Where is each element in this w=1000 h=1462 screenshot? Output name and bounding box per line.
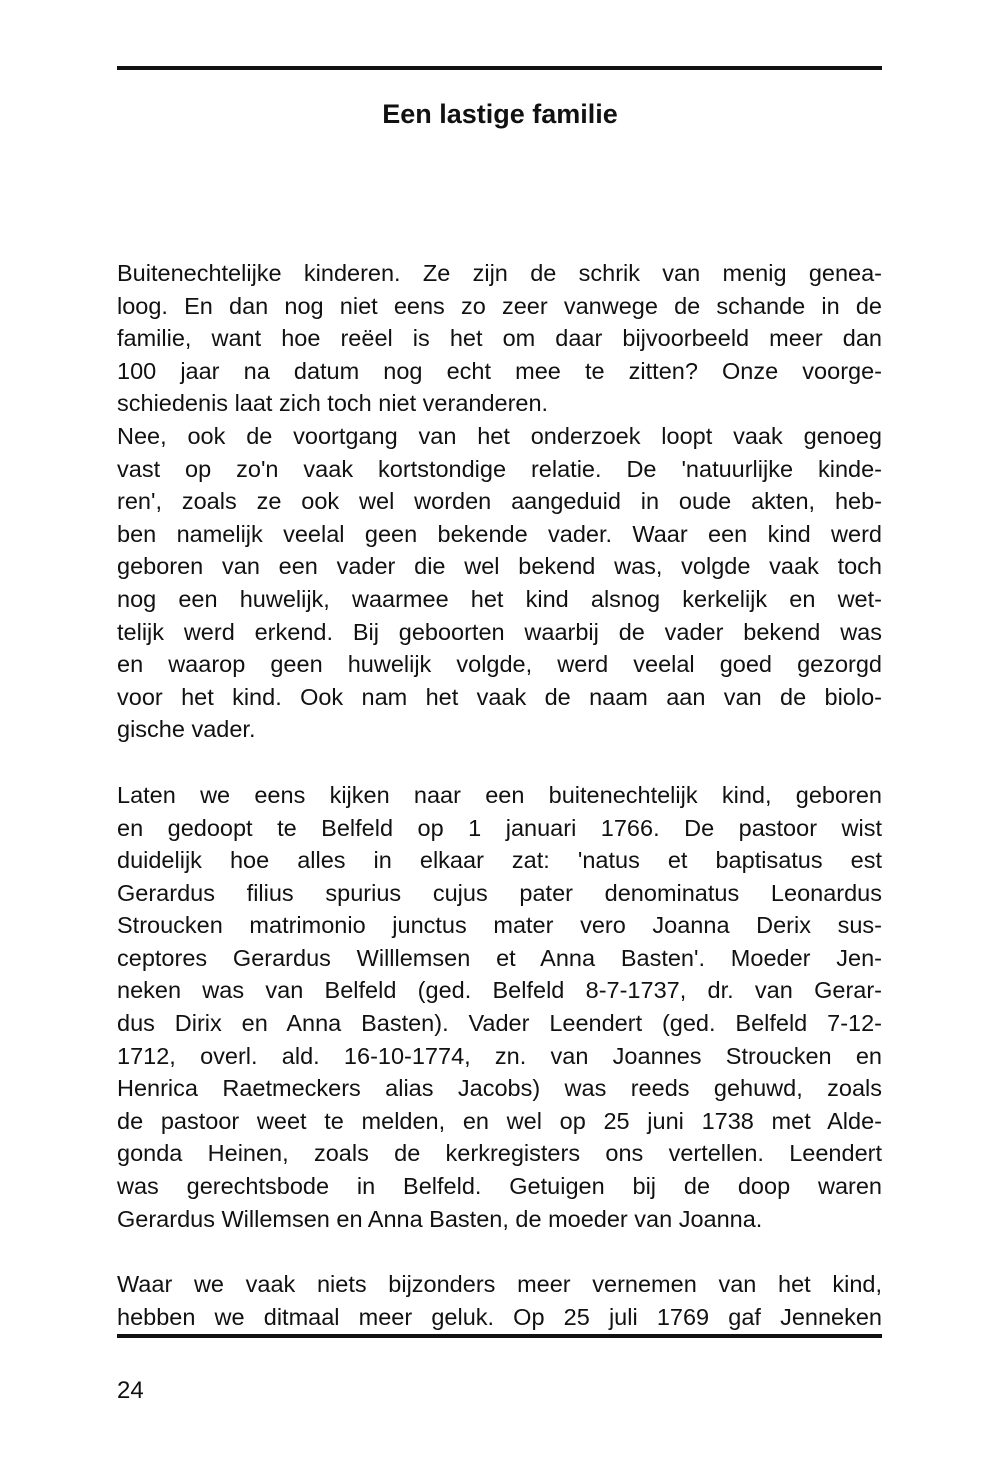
text-line: dus Dirix en Anna Basten). Vader Leendert (ged. Belfeld 7-12-: [117, 1010, 882, 1037]
text-line: Henrica Raetmeckers alias Jacobs) was reeds gehuwd, zoals: [117, 1075, 882, 1102]
paragraph-4: [117, 1268, 882, 1333]
text-line: Nee, ook de voortgang van het onderzoek loopt vaak genoeg: [117, 422, 882, 449]
text-line: nog een huwelijk, waarmee het kind alsnog kerkelijk en wet-: [117, 585, 882, 612]
paragraph-gap: [117, 1235, 882, 1268]
text-line: voor het kind. Ook nam het vaak de naam aan van de biolo-: [117, 683, 882, 710]
text-line: vast op zo'n vaak kortstondige relatie. De 'natuurlijke kinde-: [117, 455, 882, 482]
paragraph-2: [117, 420, 882, 746]
text-line: ren', zoals ze ook wel worden aangeduid in oude akten, heb-: [117, 488, 882, 515]
body-text: [117, 257, 882, 1333]
top-rule: [117, 66, 882, 70]
text-line: Stroucken matrimonio junctus mater vero Joanna Derix sus-: [117, 912, 882, 939]
text-line: familie, want hoe reëel is het om daar bijvoorbeeld meer dan: [117, 325, 882, 352]
text-line: de pastoor weet te melden, en wel op 25 juni 1738 met Alde-: [117, 1107, 882, 1134]
text-line: Gerardus Willemsen en Anna Basten, de moeder van Joanna.: [117, 1205, 763, 1232]
text-line: 100 jaar na datum nog echt mee te zitten? Onze voorge-: [117, 357, 882, 384]
bottom-rule: [117, 1334, 882, 1338]
text-line: 1712, overl. ald. 16-10-1774, zn. van Joannes Stroucken en: [117, 1042, 882, 1069]
page-number: 24: [117, 1377, 144, 1404]
text-line: gonda Heinen, zoals de kerkregisters ons vertellen. Leendert: [117, 1140, 882, 1167]
text-line: duidelijk hoe alles in elkaar zat: 'natus et baptisatus est: [117, 847, 882, 874]
text-line: Buitenechtelijke kinderen. Ze zijn de schrik van menig genea-: [117, 260, 882, 286]
text-line: Gerardus filius spurius cujus pater denominatus Leonardus: [117, 879, 882, 906]
text-line: hebben we ditmaal meer geluk. Op 25 juli 1769 gaf Jenneken: [117, 1303, 882, 1330]
paragraph-gap: [117, 746, 882, 779]
page-title: Een lastige familie: [382, 99, 618, 129]
text-line: Waar we vaak niets bijzonders meer vernemen van het kind,: [117, 1271, 882, 1298]
text-line: geboren van een vader die wel bekend was, volgde vaak toch: [117, 553, 882, 580]
text-line: neken was van Belfeld (ged. Belfeld 8-7-1737, dr. van Gerar-: [117, 977, 882, 1004]
text-line: Laten we eens kijken naar een buitenechtelijk kind, geboren: [117, 781, 882, 808]
text-line: ben namelijk veelal geen bekende vader. Waar een kind werd: [117, 520, 882, 547]
text-line: was gerechtsbode in Belfeld. Getuigen bij de doop waren: [117, 1173, 882, 1200]
text-line: gische vader.: [117, 716, 256, 743]
paragraph-1: [117, 257, 882, 420]
text-line: telijk werd erkend. Bij geboorten waarbij de vader bekend was: [117, 618, 882, 645]
text-line: ceptores Gerardus Willlemsen et Anna Basten'. Moeder Jen-: [117, 944, 882, 971]
paragraph-3: [117, 779, 882, 1235]
text-line: loog. En dan nog niet eens zo zeer vanwege de schande in de: [117, 292, 882, 319]
text-line: schiedenis laat zich toch niet veranderen.: [117, 390, 549, 417]
text-line: en waarop geen huwelijk volgde, werd veelal goed gezorgd: [117, 651, 882, 678]
text-line: en gedoopt te Belfeld op 1 januari 1766. De pastoor wist: [117, 814, 882, 841]
